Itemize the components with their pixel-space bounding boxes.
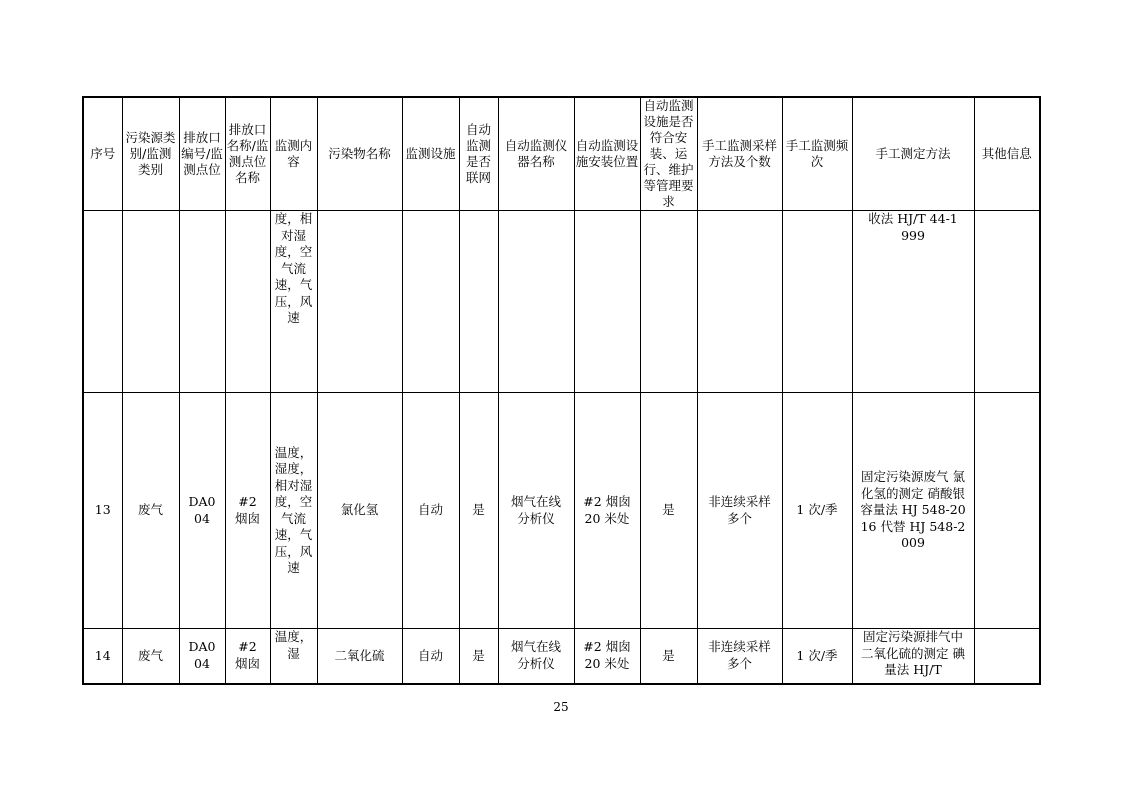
cell-other — [974, 393, 1040, 629]
cell-seq: 13 — [83, 393, 122, 629]
cell-outlet-code — [179, 211, 225, 393]
cell-source-type: 废气 — [122, 393, 179, 629]
header-outlet-code: 排放口编号/监测点位 — [179, 97, 225, 211]
header-install-position: 自动监测设施安装位置 — [574, 97, 640, 211]
cell-manual-test: 固定污染源排气中二氧化硫的测定 碘量法 HJ/T — [852, 629, 974, 684]
header-manual-test: 手工测定方法 — [852, 97, 974, 211]
cell-monitor-content: 度，相对湿度，空气流速，气压，风速 — [270, 211, 317, 393]
header-seq: 序号 — [83, 97, 122, 211]
monitoring-table-container — [82, 96, 1041, 685]
cell-compliance: 是 — [640, 393, 697, 629]
cell-manual-method: 非连续采样 多个 — [697, 629, 782, 684]
cell-compliance: 是 — [640, 629, 697, 684]
cell-outlet-name — [225, 211, 270, 393]
cell-outlet-code: DA004 — [179, 629, 225, 684]
cell-outlet-name: #2 烟囱 — [225, 393, 270, 629]
page-number: 25 — [553, 700, 569, 714]
cell-facility: 自动 — [402, 629, 459, 684]
cell-manual-freq: 1 次/季 — [782, 393, 852, 629]
table-row — [83, 629, 1040, 684]
table-header-row — [83, 97, 1040, 211]
cell-source-type — [122, 211, 179, 393]
header-instrument: 自动监测仪器名称 — [498, 97, 574, 211]
cell-instrument: 烟气在线分析仪 — [498, 629, 574, 684]
cell-pollutant: 二氧化硫 — [317, 629, 402, 684]
header-source-type: 污染源类别/监测类别 — [122, 97, 179, 211]
cell-facility — [402, 211, 459, 393]
cell-other — [974, 211, 1040, 393]
cell-outlet-name: #2 烟囱 — [225, 629, 270, 684]
cell-install-position: #2 烟囱 20 米处 — [574, 629, 640, 684]
header-outlet-name: 排放口名称/监测点位名称 — [225, 97, 270, 211]
header-other: 其他信息 — [974, 97, 1040, 211]
monitoring-table — [82, 96, 1041, 685]
cell-manual-test: 固定污染源废气 氯化氢的测定 硝酸银容量法 HJ 548-2016 代替 HJ 548-2009 — [852, 393, 974, 629]
cell-instrument — [498, 211, 574, 393]
header-monitor-content: 监测内容 — [270, 97, 317, 211]
cell-install-position — [574, 211, 640, 393]
cell-outlet-code: DA004 — [179, 393, 225, 629]
cell-monitor-content: 温度，湿 — [270, 629, 317, 684]
cell-manual-test: 收法 HJ/T 44-1999 — [852, 211, 974, 393]
cell-networked: 是 — [459, 629, 498, 684]
cell-pollutant: 氯化氢 — [317, 393, 402, 629]
cell-manual-method: 非连续采样 多个 — [697, 393, 782, 629]
cell-facility: 自动 — [402, 393, 459, 629]
table-row — [83, 211, 1040, 393]
cell-instrument: 烟气在线分析仪 — [498, 393, 574, 629]
cell-networked: 是 — [459, 393, 498, 629]
header-compliance: 自动监测设施是否符合安装、运行、维护等管理要求 — [640, 97, 697, 211]
header-facility: 监测设施 — [402, 97, 459, 211]
cell-compliance — [640, 211, 697, 393]
header-manual-method: 手工监测采样方法及个数 — [697, 97, 782, 211]
cell-monitor-content: 温度，湿度，相对湿度，空气流速，气压，风速 — [270, 393, 317, 629]
cell-install-position: #2 烟囱 20 米处 — [574, 393, 640, 629]
cell-manual-freq — [782, 211, 852, 393]
header-pollutant: 污染物名称 — [317, 97, 402, 211]
cell-manual-method — [697, 211, 782, 393]
cell-networked — [459, 211, 498, 393]
header-networked: 自动监测是否联网 — [459, 97, 498, 211]
cell-seq — [83, 211, 122, 393]
cell-source-type: 废气 — [122, 629, 179, 684]
cell-pollutant — [317, 211, 402, 393]
cell-seq: 14 — [83, 629, 122, 684]
table-row — [83, 393, 1040, 629]
cell-other — [974, 629, 1040, 684]
cell-manual-freq: 1 次/季 — [782, 629, 852, 684]
header-manual-freq: 手工监测频次 — [782, 97, 852, 211]
